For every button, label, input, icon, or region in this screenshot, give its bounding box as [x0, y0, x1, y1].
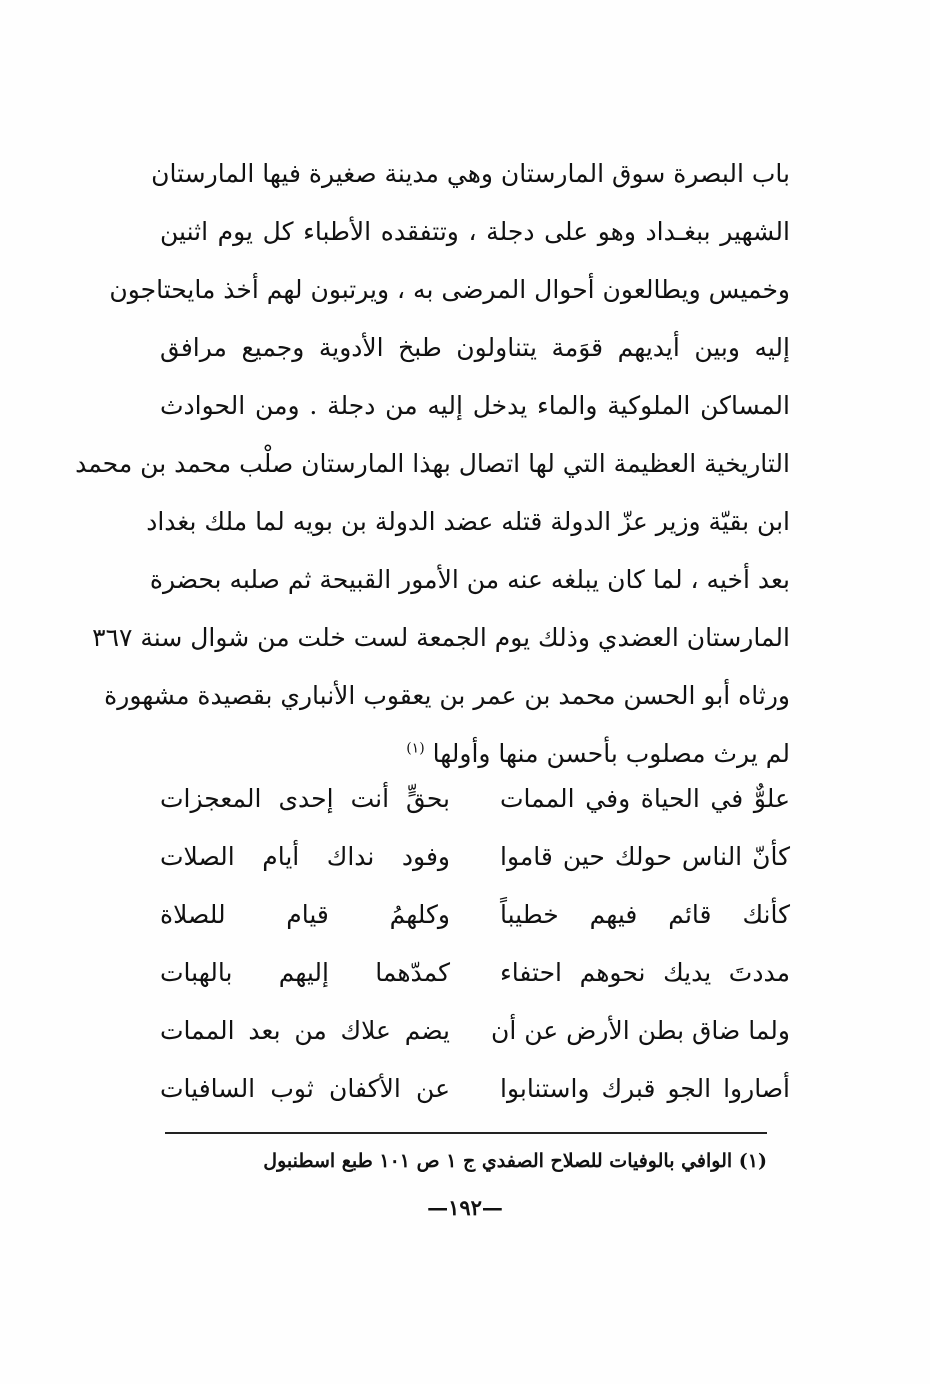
verse-second-hemistich: وكلهمُ قيام للصلاة [160, 900, 450, 929]
verse-second-hemistich: عن الأكفان ثوب السافيات [160, 1074, 450, 1103]
poem-verse [160, 1002, 790, 1060]
poem-verse [160, 1060, 790, 1118]
verse-second-hemistich: بحقٍّ أنت إحدى المعجزات [160, 784, 450, 813]
poem-verse [160, 828, 790, 886]
footnote-reference: (١) [406, 740, 425, 757]
prose-line-text: لم يرث مصلوب بأحسن منها وأولها [432, 739, 790, 768]
verse-first-hemistich: كأنّ الناس حولك حين قاموا [500, 842, 790, 871]
prose-line: باب البصرة سوق المارستان وهي مدينة صغيرة فيها المارستان [151, 159, 790, 188]
prose-line: المساكن الملوكية والماء يدخل إليه من دجلة . ومن الحوادث [160, 391, 790, 420]
prose-line: ابن بقيّة وزير عزّ الدولة قتله عضد الدولة بن بويه لما ملك بغداد [146, 507, 790, 536]
poem-verse [160, 944, 790, 1002]
prose-line: ورثاه أبو الحسن محمد بن عمر بن يعقوب الأنباري بقصيدة مشهورة [104, 681, 790, 710]
poem-verse [160, 886, 790, 944]
verse-first-hemistich: أصاروا الجو قبرك واستنابوا [500, 1074, 790, 1103]
prose-line: المارستان العضدي وذلك يوم الجمعة لست خلت من شوال سنة ٣٦٧ [92, 623, 790, 652]
prose-line: الشهير ببغـداد وهو على دجلة ، وتتفقده الأطباء كل يوم اثنين [160, 217, 790, 246]
prose-body [75, 145, 790, 783]
page-number: —١٩٢— [427, 1195, 503, 1220]
prose-line: وخميس ويطالعون أحوال المرضى به ، ويرتبون لهم أخذ مايحتاجون [109, 275, 790, 304]
prose-line: التاريخية العظيمة التي لها اتصال بهذا المارستان صلْب محمد بن محمد [75, 449, 790, 478]
verse-first-hemistich: ولما ضاق بطن الأرض عن أن [491, 1016, 790, 1045]
verse-first-hemistich: كأنك قائم فيهم خطيباً [500, 900, 790, 929]
prose-line: إليه وبين أيديهم قوَمة يتناولون طبخ الأدوية وجميع مرافق [160, 333, 790, 362]
verse-first-hemistich: علوٌّ في الحياة وفي الممات [500, 784, 790, 813]
prose-line: بعد أخيه ، لما كان يبلغه عنه من الأمور القبيحة ثم صلبه بحضرة [149, 565, 790, 594]
verse-second-hemistich: يضم علاك من بعد الممات [160, 1016, 450, 1045]
verse-second-hemistich: وفود نداك أيام الصلات [160, 842, 450, 871]
poem [160, 770, 790, 1118]
poem-verse [160, 770, 790, 828]
verse-second-hemistich: كمدّهما إليهم بالهبات [160, 958, 450, 987]
footnote-divider [165, 1132, 767, 1134]
verse-first-hemistich: مددتَ يديك نحوهم احتفاء [500, 958, 790, 987]
footnote: (١) الوافي بالوفيات للصلاح الصفدي ج ١ ص ١٠١ طبع اسطنبول [263, 1150, 767, 1172]
